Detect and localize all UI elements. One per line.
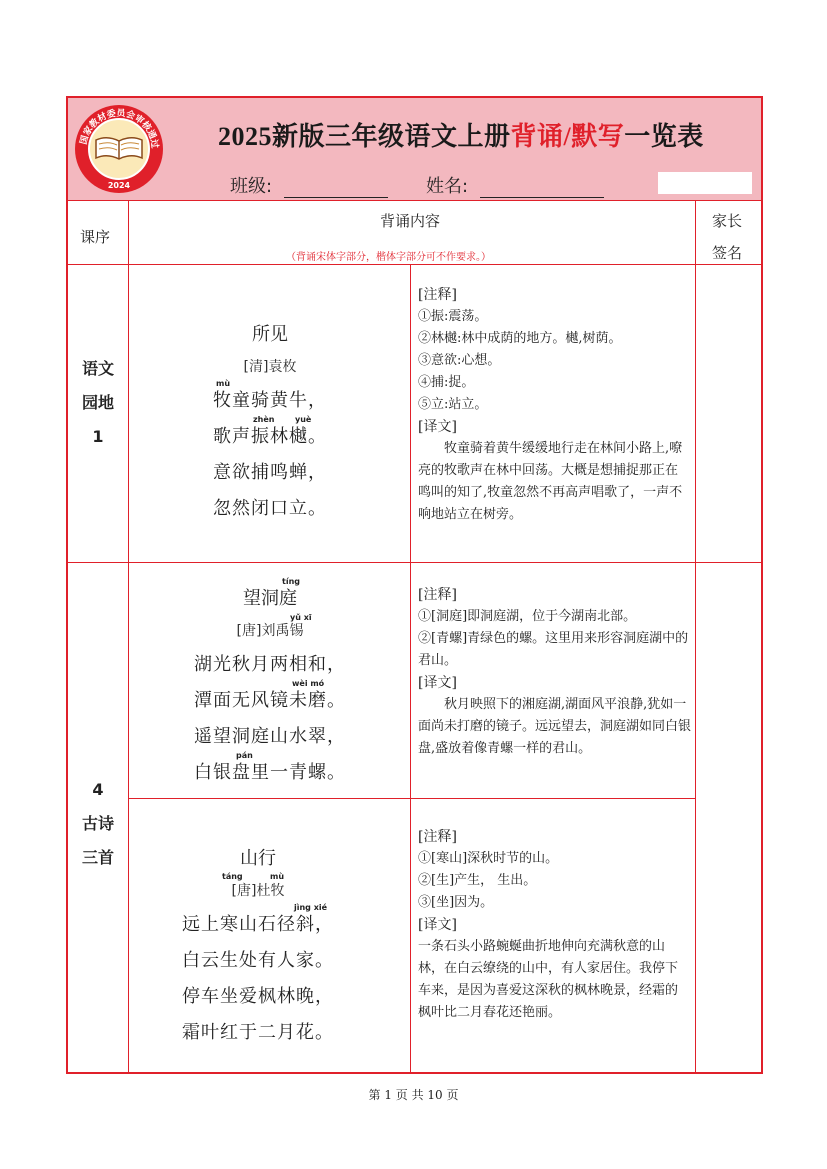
seal-year: 2024: [107, 181, 131, 190]
pinyin-annotation: zhèn: [253, 415, 275, 424]
name-input-line[interactable]: [480, 179, 604, 198]
lesson-label-line: 三首: [81, 848, 114, 867]
name-label: 姓名:: [426, 176, 469, 197]
poem-block: [130, 320, 410, 520]
lesson-label-line: 1: [92, 427, 104, 446]
poem-line: 忽然闭口立。: [213, 498, 327, 519]
notes-label: [注释]: [418, 287, 457, 303]
class-input-line[interactable]: [284, 179, 388, 198]
pinyin-annotation: pán: [236, 751, 253, 760]
poem-line: pán 白银盘里一青螺。: [194, 751, 346, 783]
pinyin-annotation: mù: [216, 379, 231, 388]
pinyin-annotation: mù: [270, 872, 285, 881]
poem-line: 意欲捕鸣蝉，: [213, 462, 327, 483]
poem-title: 山行: [240, 848, 276, 869]
divider: [68, 264, 761, 265]
note-item: ①[洞庭]即洞庭湖，位于今湖南北部。: [418, 609, 637, 624]
header-content-note: （背诵宋体字部分，楷体字部分可不作要求。）: [286, 252, 491, 263]
poem-author: táng mù [唐]杜牧: [222, 872, 285, 899]
lesson-label-line: 语文: [81, 359, 114, 378]
note-item: ②林樾:林中成荫的地方。樾,树荫。: [418, 331, 622, 346]
note-item: ③意欲:心想。: [418, 353, 501, 368]
lesson-label-line: 4: [92, 780, 104, 799]
lesson-label: [68, 352, 128, 454]
translation-text: 牧童骑着黄牛缓缓地行走在林间小路上,嘹亮的牧歌声在林中回荡。大概是想捕捉那正在鸣叫的知了,牧童忽然不再高声唱歌了，一声不响地站立在树旁。: [418, 441, 683, 522]
pinyin-annotation: táng: [222, 872, 243, 881]
translation-label: [译文]: [418, 675, 457, 691]
pinyin-annotation: yuè: [295, 415, 312, 424]
divider: [128, 798, 695, 799]
poem-line: zhèn yuè 歌声振林樾。: [213, 415, 327, 447]
header-content: 背诵内容: [380, 212, 441, 230]
note-item: ②[青螺]青绿色的螺。这里用来形容洞庭湖中的君山。: [418, 631, 689, 668]
divider: [410, 264, 411, 1074]
textbook-seal-icon: [74, 104, 164, 194]
poem-author: [清]袁枚: [243, 359, 297, 375]
poem-title: 所见: [252, 324, 288, 345]
name-field: [426, 172, 604, 198]
poem-line: 白云生处有人家。: [182, 950, 334, 971]
page-title: [218, 116, 704, 153]
divider: [695, 200, 696, 1074]
poem-author: yǔ xī [唐]刘禹锡: [236, 613, 312, 639]
lesson-label-line: 园地: [81, 393, 114, 412]
notes-label: [注释]: [418, 587, 457, 603]
poem-title: tíng 望洞庭: [243, 577, 300, 609]
lesson-label: [68, 773, 128, 875]
note-item: ④捕:捉。: [418, 375, 475, 390]
poem-line: jìng xié 远上寒山石径斜，: [182, 903, 334, 935]
class-field: [230, 172, 388, 198]
notes-block: [418, 284, 690, 526]
poem-line: 停车坐爱枫林晚，: [182, 986, 334, 1007]
notes-label: [注释]: [418, 829, 457, 845]
pinyin-annotation: tíng: [282, 577, 300, 586]
title-highlight: 背诵/默写: [510, 122, 625, 151]
blank-box: [658, 172, 752, 194]
notes-block: [418, 826, 690, 1024]
translation-text: 秋月映照下的湘庭湖,湖面风平浪静,犹如一面尚未打磨的镜子。远远望去，洞庭湖如同白银盘,盛放着像青螺一样的君山。: [418, 697, 692, 756]
note-item: ⑤立:站立。: [418, 397, 488, 412]
notes-block: [418, 584, 693, 760]
poem-line: 霜叶红于二月花。: [182, 1022, 334, 1043]
divider: [128, 200, 129, 1074]
pinyin-annotation: wèi mó: [292, 679, 325, 688]
seal-text: 国家教材委员会审核通过: [79, 108, 160, 150]
pinyin-annotation: yǔ xī: [290, 613, 312, 622]
poem-block: [130, 577, 410, 784]
poem-line: 湖光秋月两相和，: [194, 654, 346, 675]
class-label: 班级:: [230, 176, 273, 197]
translation-label: [译文]: [418, 419, 457, 435]
poem-line: mù 牧童骑黄牛，: [213, 379, 327, 411]
header-banner: [68, 98, 761, 201]
note-item: ②[生]产生， 生出。: [418, 873, 537, 888]
page-frame: [66, 96, 763, 1074]
translation-label: [译文]: [418, 917, 457, 933]
note-item: ①振:震荡。: [418, 309, 488, 324]
header-signature-1: 家长: [712, 212, 743, 230]
page-number: 第 1 页 共 10 页: [368, 1088, 459, 1102]
poem-line: 遥望洞庭山水翠，: [194, 726, 346, 747]
lesson-label-line: 古诗: [81, 814, 114, 833]
title-prefix: 2025新版三年级语文上册: [218, 122, 511, 151]
title-suffix: 一览表: [624, 122, 704, 151]
note-item: ③[坐]因为。: [418, 895, 494, 910]
header-lesson: 课序: [80, 228, 111, 246]
note-item: ①[寒山]深秋时节的山。: [418, 851, 559, 866]
poem-line: wèi mó 潭面无风镜未磨。: [194, 679, 346, 711]
translation-text: 一条石头小路蜿蜒曲折地伸向充满秋意的山林，在白云缭绕的山中，有人家居住。我停下车来，是因为喜爱这深秋的枫林晚景，经霜的枫叶比二月春花还艳丽。: [418, 939, 679, 1020]
divider: [68, 562, 761, 563]
pinyin-annotation: jìng xié: [294, 903, 328, 912]
header-signature-2: 签名: [712, 244, 743, 262]
poem-block: [130, 844, 386, 1044]
